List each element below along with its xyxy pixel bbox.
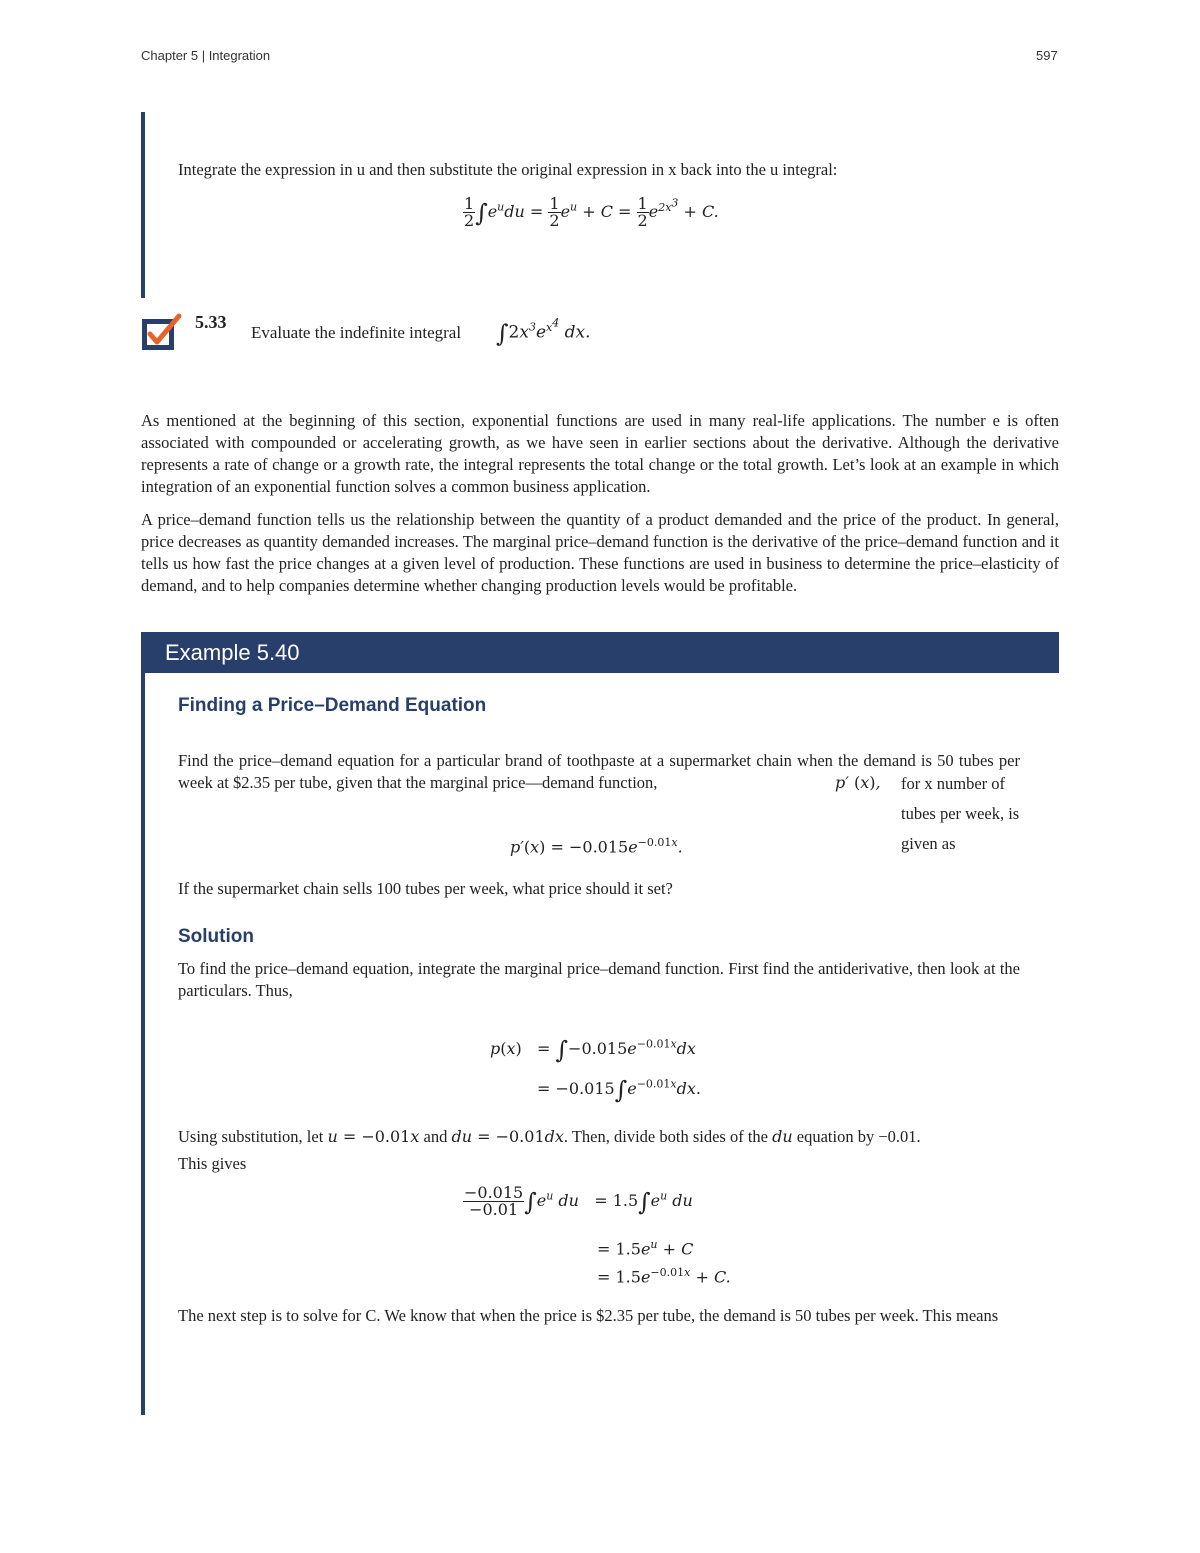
paragraph-exponential-applications: As mentioned at the beginning of this section, exponential functions are used in many real-life applications. The number e is often associated with compounded or accelerating growth, as we have seen in earlier sections about the derivative. Although the derivative represents a rate of change or a growth rate, the integral represents the total change or the total growth. Let’s look at an example in which integration of an exponential function solves a common business application. [141,411,1059,496]
substitution-gives: This gives [178,1154,247,1173]
example-banner [141,632,1059,673]
substitution-du: du = −0.01dx [451,1127,564,1146]
example-problem-b: for x number of tubes per week, is given as [901,774,1020,853]
substitution-then: . Then, divide both sides of the [563,1127,768,1146]
example-question: If the supermarket chain sells 100 tubes per week, what price should it set? [178,879,673,898]
checkpoint-text: Evaluate the indefinite integral [251,323,462,342]
equation-integral-result: $\frac{1}{2}$ $\int e^udu$ = $\frac{1}{2}$ $e^u + C$ = $\frac{1}{2}$ $e^{2x^3} + C$. [464,194,719,230]
equation-p-integral-line1: $p(x) = \int-0.015e^{-0.01x}dx$ [490,1036,696,1064]
solution-final-paragraph: The next step is to solve for C. We know that when the price is $2.35 per tube, the demand is 50 tubes per week. This means [178,1306,999,1325]
checkpoint-number: 5.33 [195,312,227,332]
example-title: Finding a Price–Demand Equation [178,695,487,716]
page-number: 597 [1036,48,1058,63]
example-problem-b-inline [901,773,1020,859]
equation-marginal-price-demand: $p'(x) = -0.015e^{-0.01x}$. [510,836,683,857]
marginal-function-symbol: p′ (x), [835,773,881,792]
example-problem-a: Find the price–demand equation for a particular brand of toothpaste at a supermarket chain when the demand is 50 tubes per week at $2.35 per tube, given that the marginal price—demand function, [178,751,1020,792]
substitution-equation-by: equation by −0.01. [796,1127,921,1146]
equation-sub-line2: = $1.5e^u + C$ [597,1238,694,1259]
equation-sub-line1: $\frac{-0.015}{-0.01}$ $\int e^u$ du = $1.5\int e^u$ du [464,1183,693,1219]
substitution-u: u = −0.01x [327,1127,420,1146]
substitution-line [178,1127,1020,1147]
integrate-instruction-text: Integrate the expression in u and then substitute the original expression in x back into the u integral: [178,160,838,179]
checkpoint-integral: $\int 2x^3e^{x^4}$ dx. [496,316,591,348]
checkpoint-icon [140,312,182,352]
substitution-du-symbol: du [772,1127,793,1146]
equation-sub-line3: = $1.5e^{-0.01x} + C$. [597,1266,731,1287]
example-left-bar [141,673,145,1415]
equation-p-integral-line2: = $-0.015\int e^{-0.01x}dx$. [537,1076,701,1104]
solution-paragraph-1: To find the price–demand equation, integrate the marginal price–demand function. First find the antiderivative, then look at the particulars. Thus, [178,959,1020,1000]
example-left-bar-top [141,112,145,298]
example-label: Example 5.40 [165,640,300,665]
chapter-header: Chapter 5 | Integration [141,48,271,63]
substitution-using: Using substitution, let [178,1127,324,1146]
paragraph-price-demand: A price–demand function tells us the relationship between the quantity of a product demanded and the price of the product. In general, price decreases as quantity demanded increases. The marginal price–demand function is the derivative of the price–demand function and it tells us how fast the price changes at a given level of production. These functions are used in business to determine the price–elasticity of demand, and to help companies determine whether changing production levels would be profitable. [141,510,1059,595]
solution-heading: Solution [178,926,254,947]
integrate-instruction [178,160,837,180]
substitution-and: and [423,1127,448,1146]
